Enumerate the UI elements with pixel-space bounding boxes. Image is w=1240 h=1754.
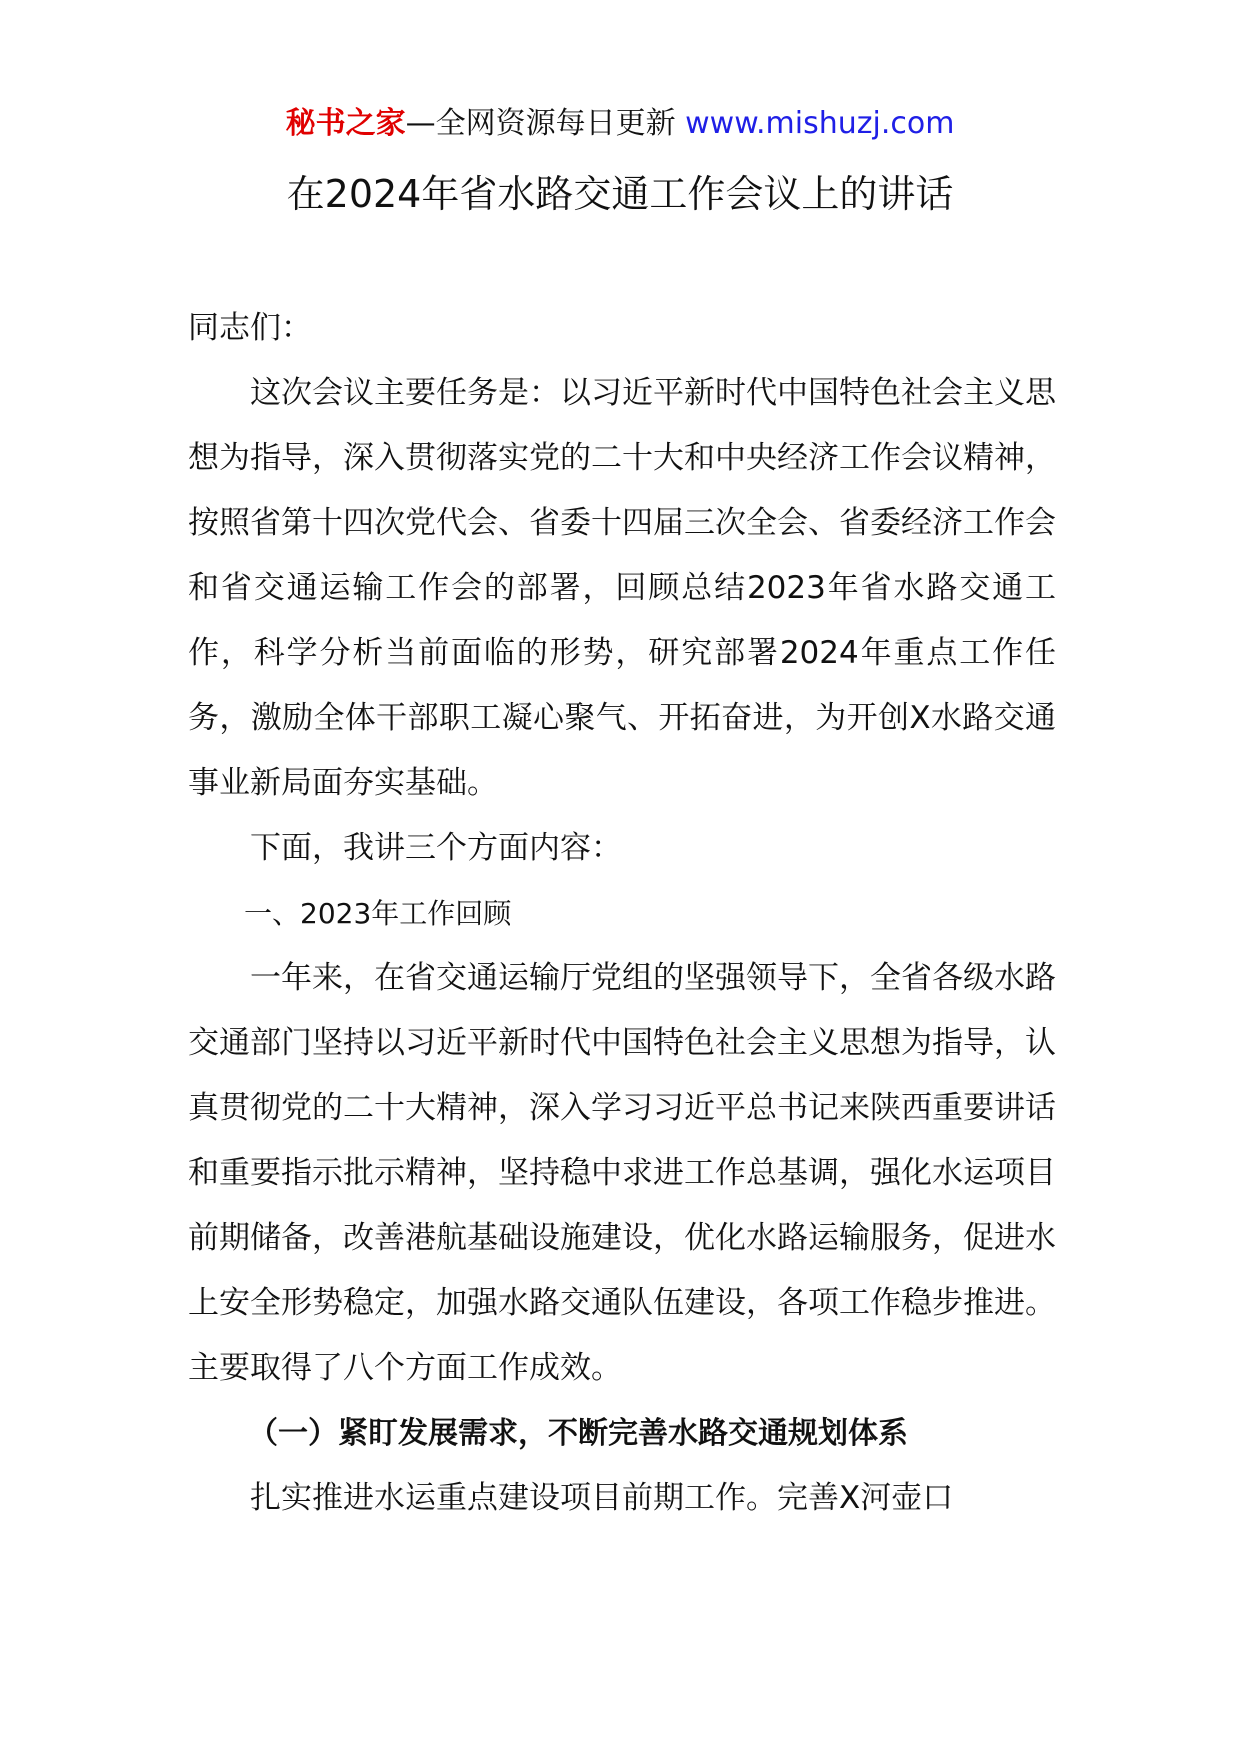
salutation: 同志们：	[188, 310, 312, 346]
paragraph-planning: 扎实推进水运重点建设项目前期工作。完善X河壶口	[250, 1480, 954, 1516]
document-body	[188, 296, 1056, 1531]
paragraph-outline: 下面，我讲三个方面内容：	[250, 830, 622, 866]
paragraph-intro: 这次会议主要任务是：以习近平新时代中国特色社会主义思想为指导，深入贯彻落实党的二十大和中央经济工作会议精神，按照省第十四次党代会、省委十四届三次全会、省委经济工作会和省交通运输工作会的部署，回顾总结2023年省水路交通工作，科学分析当前面临的形势，研究部署2024年重点工作任务，激励全体干部职工凝心聚气、开拓奋进，为开创X水路交通事业新局面夯实基础。	[188, 375, 1056, 801]
site-brand: 秘书之家	[285, 106, 406, 141]
paragraph-review: 一年来，在省交通运输厅党组的坚强领导下，全省各级水路交通部门坚持以习近平新时代中国特色社会主义思想为指导，认真贯彻党的二十大精神，深入学习习近平总书记来陕西重要讲话和重要指示批示精神，坚持稳中求进工作总基调，强化水运项目前期储备，改善港航基础设施建设，优化水路运输服务，促进水上安全形势稳定，加强水路交通队伍建设，各项工作稳步推进。主要取得了八个方面工作成效。	[188, 960, 1056, 1386]
section-heading-review: 一、2023年工作回顾	[244, 897, 512, 930]
site-tagline: —全网资源每日更新	[405, 106, 676, 141]
site-header	[0, 104, 1240, 144]
document-title: 在2024年省水路交通工作会议上的讲话	[286, 172, 954, 216]
site-url-link[interactable]: www.mishuzj.com	[685, 106, 955, 141]
subsection-heading-planning: （一）紧盯发展需求，不断完善水路交通规划体系	[248, 1416, 908, 1451]
